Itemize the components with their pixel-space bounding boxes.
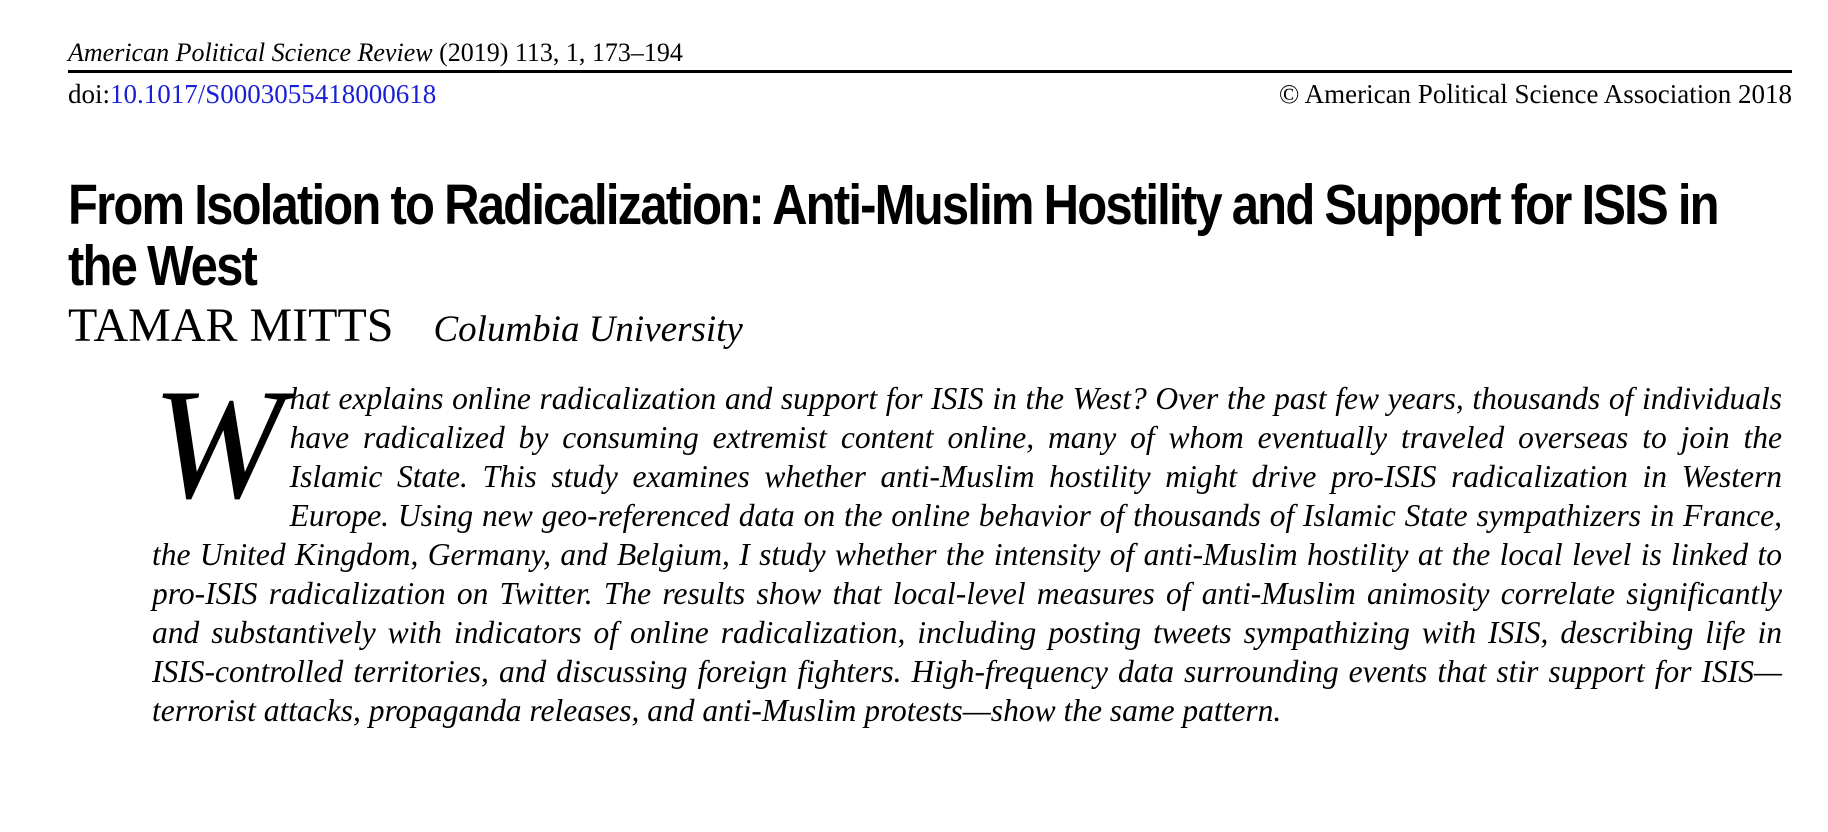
abstract-dropcap: W: [152, 357, 284, 532]
journal-citation: [68, 38, 1792, 68]
abstract: [152, 357, 1782, 730]
author-affiliation: Columbia University: [433, 309, 743, 350]
article-first-page: [68, 38, 1792, 730]
article-title: From Isolation to Radicalization: Anti-Muslim Hostility and Support for ISIS in the West: [68, 173, 1718, 298]
abstract-text: hat explains online radicalization and support for ISIS in the West? Over the past few years, thousands of individuals have radicalized by consuming extremist content online, many of whom eventually traveled overseas to join the Islamic State. This study examines whether anti-Muslim hostility might drive pro-ISIS radicalization in Western Europe. Using new geo-referenced data on the online behavior of thousands of Islamic State sympathizers in France, the United Kingdom, Germany, and Belgium, I study whether the intensity of anti-Muslim hostility at the local level is linked to pro-ISIS radicalization on Twitter. The results show that local-level measures of anti-Muslim animosity correlate significantly and substantively with indicators of online radicalization, including posting tweets sympathizing with ISIS, describing life in ISIS-controlled territories, and discussing foreign fighters. High-frequency data surrounding events that stir support for ISIS—terrorist attacks, propaganda releases, and anti-Muslim protests—show the same pattern.: [152, 381, 1782, 728]
author-name: TAMAR MITTS: [68, 299, 394, 352]
doi-prefix: doi:: [68, 79, 111, 109]
doi: [68, 77, 436, 111]
header-rule: [68, 70, 1792, 73]
author-line: [68, 299, 1792, 357]
copyright-notice: © American Political Science Association 2018: [1278, 79, 1792, 109]
doi-link[interactable]: 10.1017/S0003055418000618: [110, 79, 437, 109]
citation-details: (2019) 113, 1, 173–194: [432, 38, 683, 67]
journal-name: American Political Science Review: [68, 38, 433, 67]
doi-row: [68, 77, 1792, 111]
